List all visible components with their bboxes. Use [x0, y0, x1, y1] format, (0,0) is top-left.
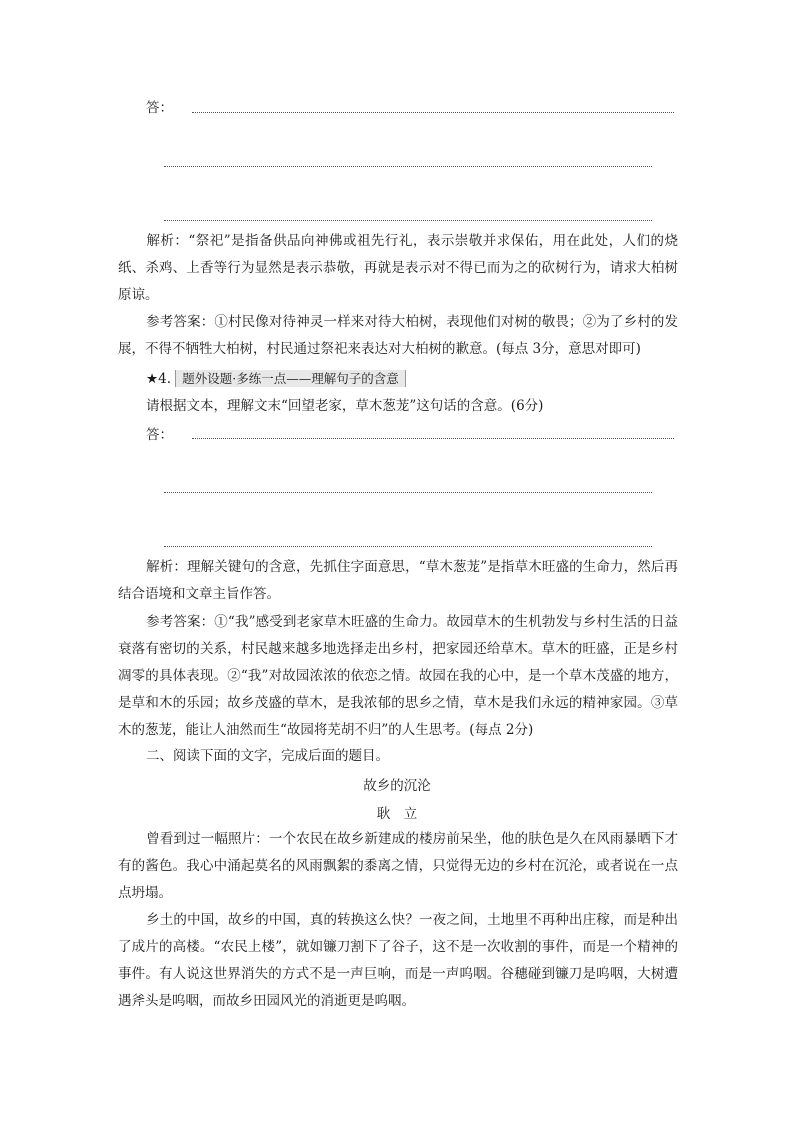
q4-tag: 题外设题·多练一点——理解句子的含意 [175, 370, 405, 387]
article-paragraph-1: 曾看到过一幅照片：一个农民在故乡新建成的楼房前呆坐，他的肤色是久在风雨暴晒下才有的酱色。我心中涌起莫名的风雨飘絮的黍离之情，只觉得无边的乡村在沉沦，或者说在一点点坍塌。 [118, 831, 678, 901]
q3-analysis: 解析：“祭祀”是指备供品向神佛或祖先行礼，表示崇敬并求保佑，用在此处，人们的烧纸、杀鸡、上香等行为显然是表示恭敬，再就是表示对不得已而为之的砍树行为，请求大柏树原谅。 [118, 233, 678, 303]
q3-answer-label: 答： [146, 100, 173, 116]
q4-answer-line-3[interactable] [164, 546, 652, 547]
q4-reference-answer: 参考答案：①“我”感受到老家草木旺盛的生命力。故园草木的生机勃发与乡村生活的日益衰落有密切的关系，村民越来越多地选择走出乡村，把家园还给草木。草木的旺盛，正是乡村凋零的具体表现。②“我”对故园浓浓的依恋之情。故园在我的心中，是一个草木茂盛的地方，是草和木的乐园；故乡茂盛的草木，是我浓郁的思乡之情，草木是我们永远的精神家园。③草木的葱茏，能让人油然而生“故园将芜胡不归”的人生思考。(每点 2分) [118, 614, 678, 738]
article-title: 故乡的沉沦 [363, 778, 431, 794]
q3-answer-line-2[interactable] [164, 166, 652, 167]
q4-answer-label: 答： [146, 427, 173, 443]
q4-analysis: 解析：理解关键句的含意，先抓住字面意思，“草木葱茏”是指草木旺盛的生命力，然后再结合语境和文章主旨作答。 [118, 559, 678, 602]
q4-header [146, 369, 406, 389]
article-paragraph-2: 乡土的中国，故乡的中国，真的转换这么快？一夜之间，土地里不再种出庄稼，而是种出了成片的高楼。“农民上楼”，就如镰刀割下了谷子，这不是一次收割的事件，而是一个精神的事件。有人说这世界消失的方式不是一声巨响，而是一声呜咽。谷穗碰到镰刀是呜咽，大树遭遇斧头是呜咽，而故乡田园风光的消逝更是呜咽。 [118, 912, 678, 1009]
article-author: 耿 立 [376, 806, 418, 822]
q3-reference-answer: 参考答案：①村民像对待神灵一样来对待大柏树，表现他们对树的敬畏；②为了乡村的发展，不得不牺牲大柏树，村民通过祭祀来表达对大柏树的歉意。(每点 3分，意思对即可) [118, 314, 678, 357]
q4-answer-line-2[interactable] [164, 492, 652, 493]
section2-heading: 二、阅读下面的文字，完成后面的题目。 [146, 748, 389, 764]
q3-answer-line-1[interactable] [192, 112, 674, 113]
q3-answer-line-3[interactable] [164, 220, 652, 221]
q4-answer-line-1[interactable] [192, 438, 674, 439]
q4-number: ★4. [146, 371, 171, 387]
q4-question: 请根据文本，理解文末“回望老家，草木葱茏”这句话的含意。(6分) [146, 398, 544, 414]
